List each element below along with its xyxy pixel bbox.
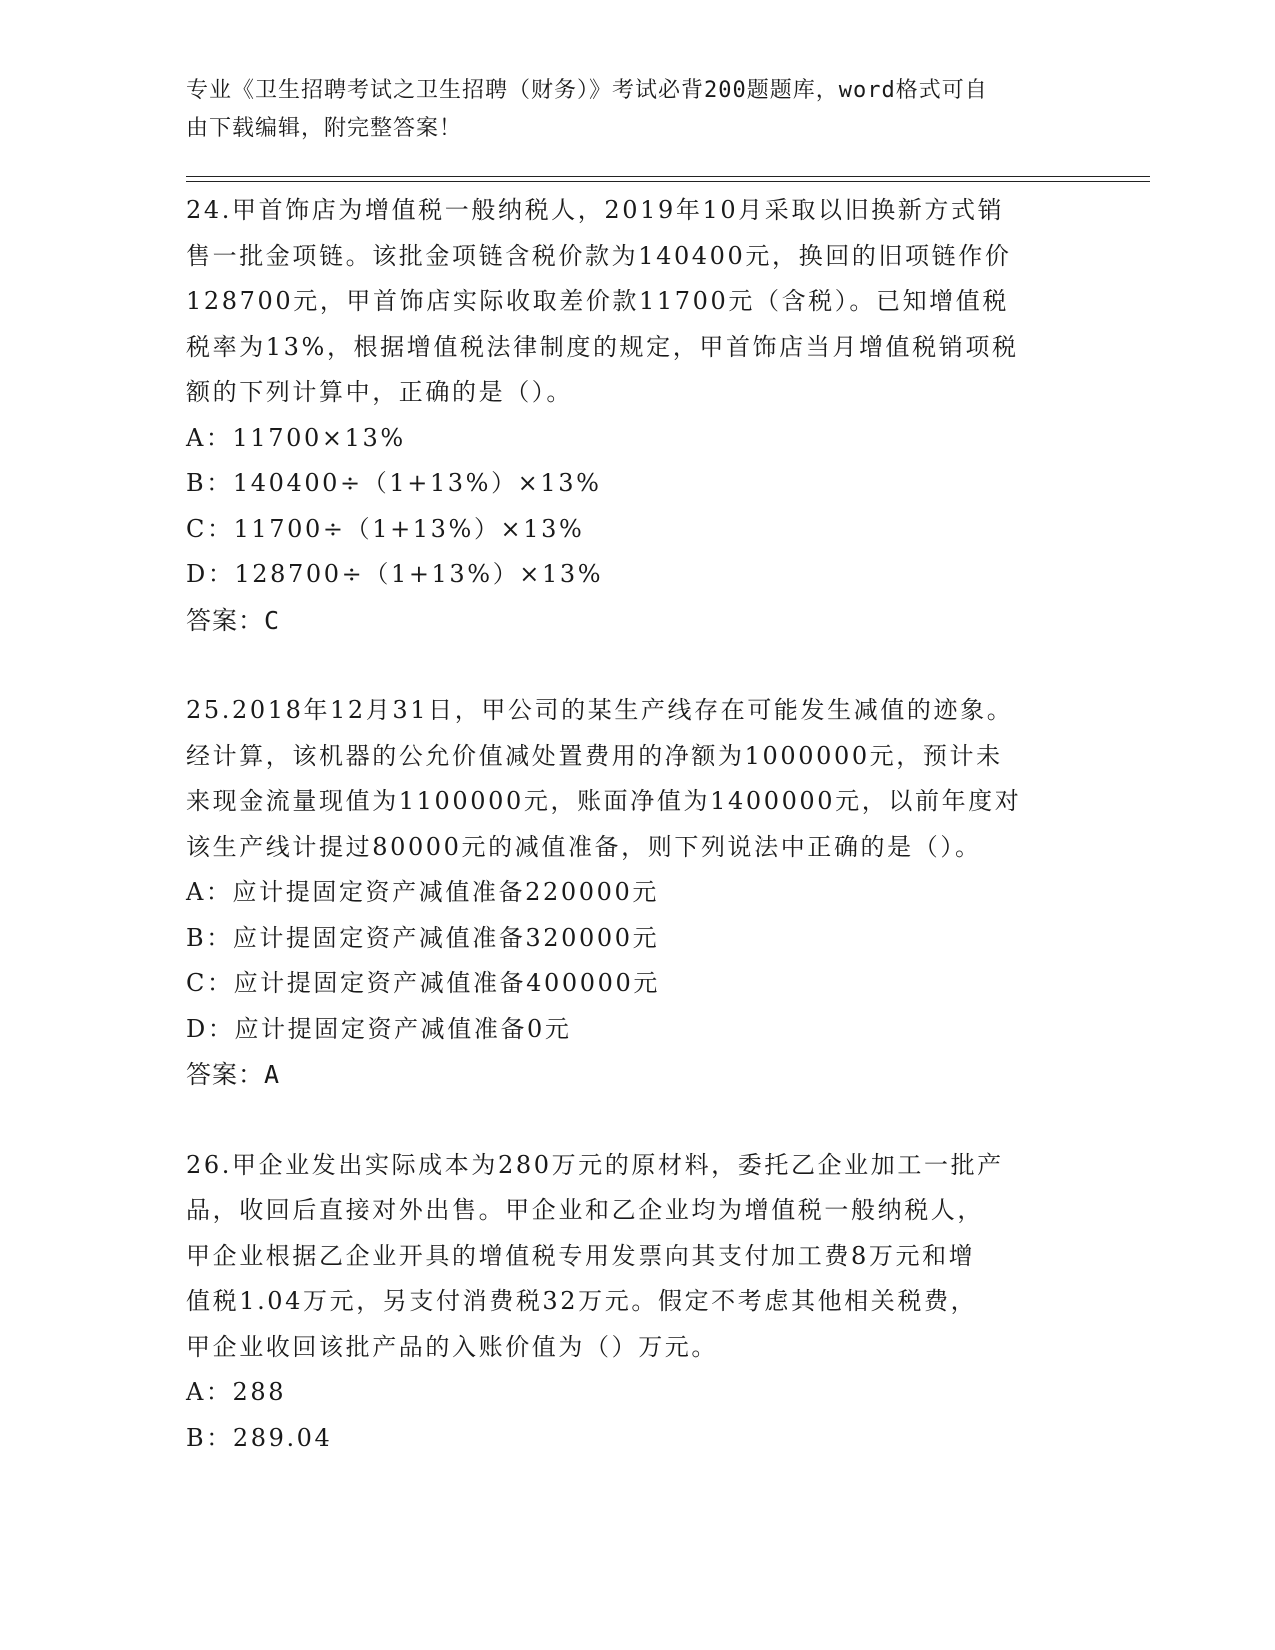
stem-line: 税率为13%，根据增值税法律制度的规定，甲首饰店当月增值税销项税 [186, 332, 1019, 361]
header-line-1: 专业《卫生招聘考试之卫生招聘（财务）》考试必背200题题库，word格式可自 [186, 78, 988, 103]
option-b: B：应计提固定资产减值准备320000元 [186, 923, 660, 952]
stem-line: 128700元，甲首饰店实际收取差价款11700元（含税）。已知增值税 [186, 287, 1009, 315]
stem-line: 额的下列计算中，正确的是（）。 [186, 378, 573, 406]
option-c: C：11700÷（1+13%）×13% [186, 514, 585, 543]
stem-line: 售一批金项链。该批金项链含税价款为140400元，换回的旧项链作价 [186, 241, 1012, 270]
option-d: D：应计提固定资产减值准备0元 [186, 1014, 572, 1043]
option-b: B：140400÷（1+13%）×13% [186, 469, 602, 497]
header-divider-bottom [186, 181, 1150, 182]
question-26 [186, 1143, 1086, 1462]
question-list [186, 188, 1086, 1506]
stem-line: 该生产线计提过80000元的减值准备，则下列说法中正确的是（）。 [186, 832, 982, 861]
stem-line: 甲企业根据乙企业开具的增值税专用发票向其支付加工费8万元和增 [186, 1241, 976, 1270]
question-stem [186, 688, 1086, 870]
question-25 [186, 688, 1086, 1098]
header-divider-top [186, 176, 1150, 177]
option-b: B：289.04 [186, 1423, 333, 1452]
stem-line: 25.2018年12月31日，甲公司的某生产线存在可能发生减值的迹象。 [186, 696, 1014, 724]
option-c: C：应计提固定资产减值准备400000元 [186, 969, 660, 997]
answer: 答案：C [186, 605, 281, 635]
stem-line: 来现金流量现值为1100000元，账面净值为1400000元，以前年度对 [186, 787, 1022, 815]
question-stem [186, 188, 1086, 416]
option-d: D：128700÷（1+13%）×13% [186, 560, 604, 588]
option-a: A：11700×13% [186, 423, 406, 452]
stem-line: 经计算，该机器的公允价值减处置费用的净额为1000000元，预计未 [186, 741, 1003, 770]
option-a: A：应计提固定资产减值准备220000元 [186, 878, 659, 906]
stem-line: 24.甲首饰店为增值税一般纳税人，2019年10月采取以旧换新方式销 [186, 196, 1005, 224]
option-a: A：288 [186, 1378, 287, 1406]
document-header [186, 72, 1066, 148]
stem-line: 品，收回后直接对外出售。甲企业和乙企业均为增值税一般纳税人， [186, 1196, 984, 1224]
question-24 [186, 188, 1086, 643]
stem-line: 26.甲企业发出实际成本为280万元的原材料，委托乙企业加工一批产 [186, 1150, 1004, 1179]
stem-line: 甲企业收回该批产品的入账价值为（）万元。 [186, 1332, 718, 1361]
question-stem [186, 1143, 1086, 1371]
header-line-2: 由下载编辑，附完整答案！ [186, 116, 463, 141]
answer: 答案：A [186, 1060, 281, 1089]
stem-line: 值税1.04万元，另支付消费税32万元。假定不考虑其他相关税费， [186, 1287, 978, 1315]
